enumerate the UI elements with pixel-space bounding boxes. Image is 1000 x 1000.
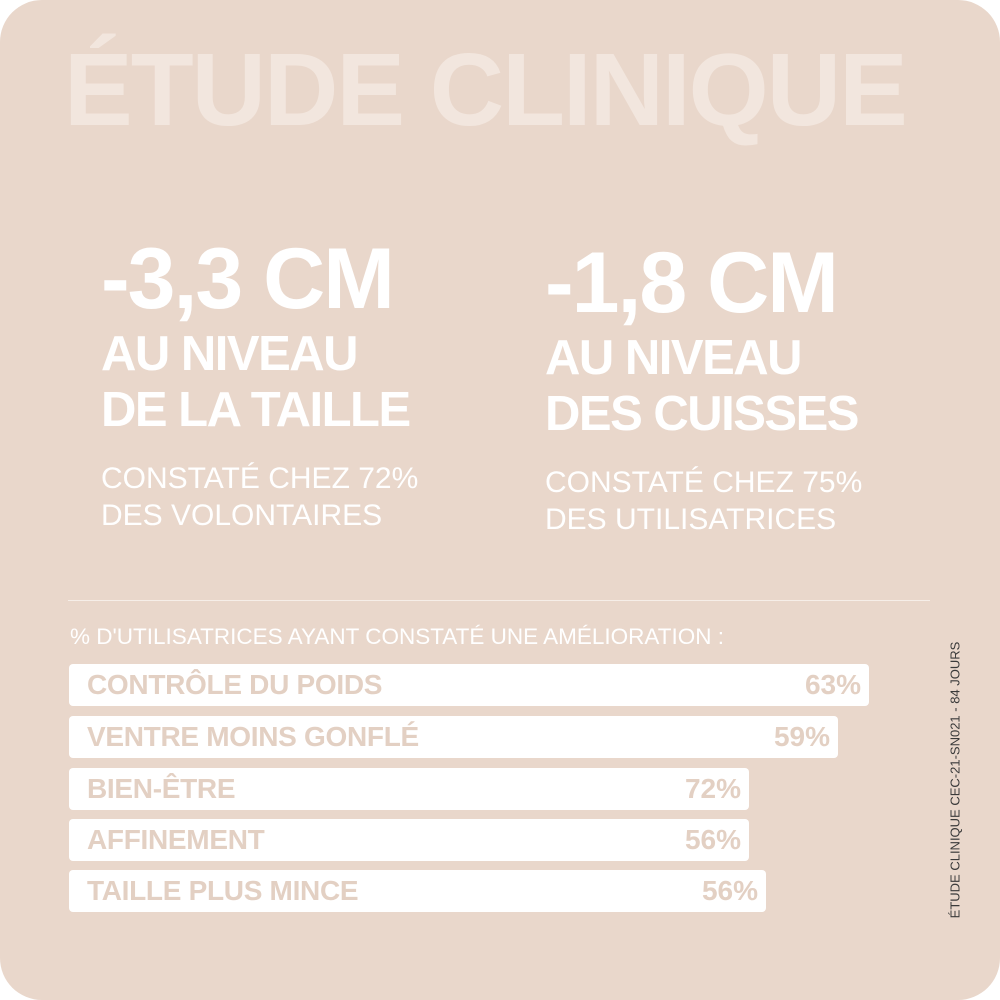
stat-waist-note-line2: DES VOLONTAIRES — [101, 499, 383, 532]
stat-thighs-note-line1: CONSTATÉ CHEZ 75% — [545, 466, 863, 499]
stat-thighs-label-line1: AU NIVEAU — [545, 331, 802, 385]
bar-label-5: TAILLE PLUS MINCE — [87, 875, 359, 906]
side-note-text: ÉTUDE CLINIQUE CEC-21-SN021 - 84 JOURS — [947, 641, 963, 919]
bar-value-1: 63% — [804, 669, 861, 700]
bar-3 — [69, 768, 749, 810]
bar-label-4: AFFINEMENT — [87, 824, 265, 855]
chart-title: % D'UTILISATRICES AYANT CONSTATÉ UNE AMÉLIORATION : — [70, 624, 724, 649]
bar-value-5: 56% — [701, 875, 758, 906]
bar-2 — [69, 716, 838, 758]
bar-value-4: 56% — [684, 824, 741, 855]
stat-waist — [101, 231, 419, 534]
stat-thighs-value: -1,8 CM — [545, 235, 837, 331]
bar-value-3: 72% — [684, 773, 741, 804]
stat-thighs — [545, 235, 863, 538]
stat-waist-value: -3,3 CM — [101, 231, 393, 327]
bar-label-3: BIEN-ÊTRE — [87, 773, 236, 804]
bar-label-2: VENTRE MOINS GONFLÉ — [87, 721, 419, 752]
bar-value-2: 59% — [773, 721, 830, 752]
stat-waist-label-line1: AU NIVEAU — [101, 327, 358, 381]
stat-thighs-note-line2: DES UTILISATRICES — [545, 503, 837, 536]
divider — [68, 600, 930, 601]
headline: ÉTUDE CLINIQUE — [64, 32, 906, 147]
bar-5 — [69, 870, 766, 912]
stat-thighs-label-line2: DES CUISSES — [545, 387, 858, 441]
bar-label-1: CONTRÔLE DU POIDS — [87, 669, 383, 700]
bar-1 — [69, 664, 869, 706]
bar-4 — [69, 819, 749, 861]
stat-waist-label-line2: DE LA TAILLE — [101, 383, 410, 437]
stat-waist-note-line1: CONSTATÉ CHEZ 72% — [101, 462, 419, 495]
